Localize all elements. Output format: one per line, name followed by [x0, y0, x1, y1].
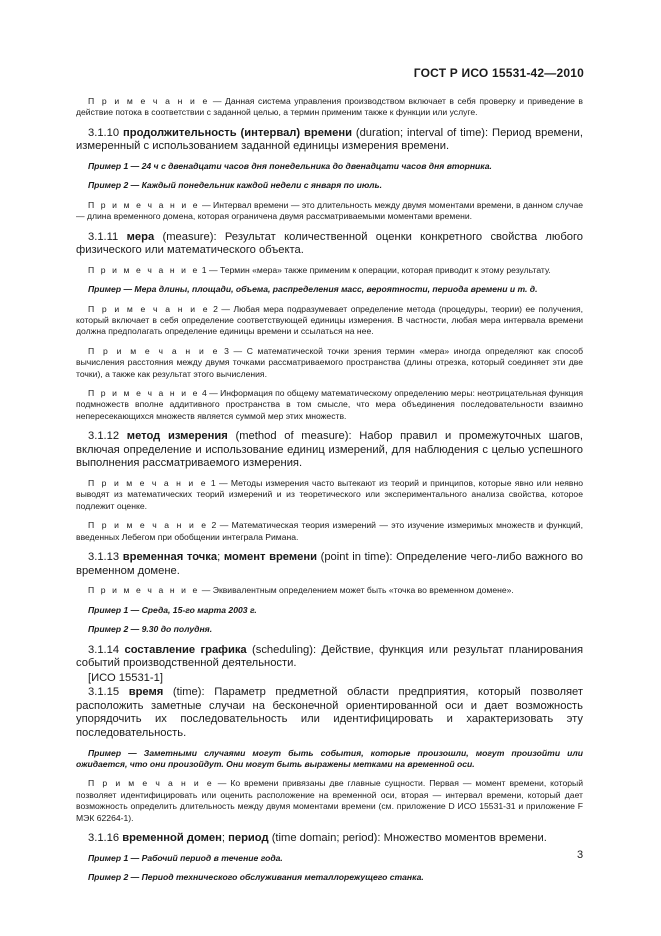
note-label: П р и м е ч а н и е: [88, 199, 200, 210]
note-paragraph: [76, 304, 583, 338]
term-3-1-16: [76, 832, 583, 846]
term-name: мера: [126, 230, 155, 243]
term-number: 3.1.15: [88, 686, 120, 699]
example-paragraph: Пример 1 — 24 ч с двенадцати часов дня понедельника до двенадцати часов дня вторника.: [88, 161, 492, 171]
term-name: временной домен: [122, 832, 222, 845]
term-name: продолжительность (интервал) времени: [123, 126, 352, 139]
page-number: 3: [577, 849, 584, 861]
term-3-1-15: [76, 686, 583, 740]
note-text: — Ко времени привязаны две главные сущности. Первая — момент времени, который позволяет идентифицировать или оценить расположение на временной оси, вторая — интервал времени, который дает возможность определить длительность между двумя моментами времени (см. приложение D ИСО 15531-31 и приложение F МЭК 62264-1).: [76, 778, 584, 823]
term-3-1-13: [76, 551, 583, 578]
note-paragraph: [76, 346, 583, 380]
example-paragraph: Пример 2 — Каждый понедельник каждой недели с января по июль.: [88, 180, 382, 191]
note-paragraph: [76, 478, 583, 512]
term-definition: (time domain; period): Множество моментов времени.: [268, 832, 547, 845]
note-text: 1 — Термин «мера» также применим к операции, которая приводит к этому результату.: [199, 264, 551, 275]
term-separator: ;: [217, 551, 224, 564]
example-paragraph: Пример 2 — 9.30 до полудня.: [88, 624, 213, 635]
term-name: временная точка: [122, 551, 218, 564]
note-text: — Данная система управления производством включает в себя проверку и приведение в действие потока в соответствии с заданной целью, а термин применим также к функции или услуге.: [76, 96, 583, 118]
note-paragraph: [76, 585, 583, 596]
note-label: П р и м е ч а н и е: [88, 778, 214, 789]
term-3-1-11: [76, 231, 583, 258]
term-3-1-14: [76, 644, 583, 671]
term-name: метод измерения: [126, 430, 228, 443]
term-number: 3.1.12: [88, 430, 120, 443]
document-body: [76, 96, 583, 892]
note-label: П р и м е ч а н и е: [88, 303, 210, 314]
term-name: время: [128, 686, 164, 699]
note-text: 1 — Методы измерения часто вытекают из теорий и принципов, которые явно или неявно выводят из математических теорий измерений и из теоретического или экспериментального анализа свойства, которое подлежит оценке.: [76, 478, 583, 511]
note-label: П р и м е ч а н и е: [88, 585, 200, 596]
note-paragraph: [76, 778, 583, 824]
note-text: — Интервал времени — это длительность между двумя моментами времени, в данном случае — длина временного домена, которая ограничена двумя рассматриваемыми моментами времени.: [76, 199, 583, 222]
reference-text: [ИСО 15531-1]: [88, 671, 163, 684]
note-text: — Эквивалентным определением может быть «точка во временном домене».: [199, 585, 514, 596]
term-3-1-12: [76, 430, 583, 471]
term-name: составление графика: [124, 643, 247, 656]
example-paragraph: Пример 2 — Период технического обслуживания металлорежущего станка.: [88, 872, 424, 883]
term-definition: (point in time): Определение чего-либо важного во временном домене.: [76, 551, 584, 577]
term-number: 3.1.11: [88, 230, 119, 243]
page-header-title: ГОСТ Р ИСО 15531-42—2010: [413, 66, 584, 80]
term-3-1-10: [76, 127, 583, 154]
example-paragraph: Пример — Мера длины, площади, объема, распределения масс, вероятности, периода времени и т. д.: [88, 284, 538, 295]
note-label: П р и м е ч а н и е: [88, 520, 209, 531]
note-text: 4 — Информация по общему математическому определению меры: неотрицательная функция подмножеств вполне аддитивного пространства в том смысле, что мера объединения последовательности взаимно непересекающихся множеств является суммой мер этих множеств.: [76, 388, 584, 421]
note-paragraph: [76, 520, 583, 543]
note-text: 3 — С математической точки зрения термин «мера» иногда определяют как способ вычисления расстояния между двумя точками рассматриваемого пространства (длины отрезка, который соединяет эти две точки), а также как результат этого вычисления.: [76, 345, 583, 379]
note-paragraph: [76, 96, 583, 119]
example-paragraph: Пример 1 — Среда, 15-го марта 2003 г.: [88, 604, 257, 615]
note-text: 2 — Любая мера подразумевает определение метода (процедуры, теории) ее получения, который включает в себя определение соответствующей единицы измерения. В частности, любая мера интервала времени должна предполагать определение единицы времени и ссылаться на нее.: [76, 303, 583, 337]
note-label: П р и м е ч а н и е: [88, 96, 210, 106]
term-name-alt: момент времени: [223, 551, 317, 564]
term-number: 3.1.16: [88, 832, 120, 845]
term-definition: (method of measure): Набор правил и промежуточных шагов, включая определение и использование единиц измерений, для наблюдения с целью успешного выполнения рассматриваемого измерения.: [76, 430, 584, 470]
term-definition: (measure): Результат количественной оценки конкретного свойства любого физического или математического объекта.: [76, 230, 584, 257]
term-number: 3.1.10: [88, 126, 120, 139]
note-paragraph: [76, 388, 583, 422]
term-definition: (time): Параметр предметной области предприятия, который позволяет расположить заметные случаи на бесконечной ориентированной оси и дает возможность упорядочить их последовательность или идентифицировать и характеризовать эту последовательность.: [76, 686, 584, 740]
note-label: П р и м е ч а н и е: [88, 478, 208, 489]
term-name-alt: период: [228, 832, 269, 845]
note-paragraph: [76, 265, 583, 276]
example-paragraph: Пример 1 — Рабочий период в течение года.: [88, 852, 283, 863]
term-definition: (duration; interval of time): Период времени, измеренный с использованием заданной единицы измерения времени.: [76, 126, 584, 153]
term-number: 3.1.14: [88, 643, 120, 656]
term-definition: (scheduling): Действие, функция или результат планирования событий производственной деятельности.: [76, 643, 583, 670]
note-label: П р и м е ч а н и е: [88, 388, 200, 399]
term-separator: ;: [221, 832, 229, 845]
note-label: П р и м е ч а н и е: [88, 345, 220, 356]
note-paragraph: [76, 200, 583, 223]
note-text: 2 — Математическая теория измерений — это изучение измеримых множеств и функций, введенных Лебегом при обобщении интеграла Римана.: [76, 520, 583, 542]
example-paragraph: Пример — Заметными случаями могут быть события, которые произошли, могут произойти или ожидается, что они произойдут. Они могут быть выражены метками на временной оси.: [76, 747, 583, 770]
note-label: П р и м е ч а н и е: [88, 264, 200, 275]
term-number: 3.1.13: [88, 551, 120, 564]
